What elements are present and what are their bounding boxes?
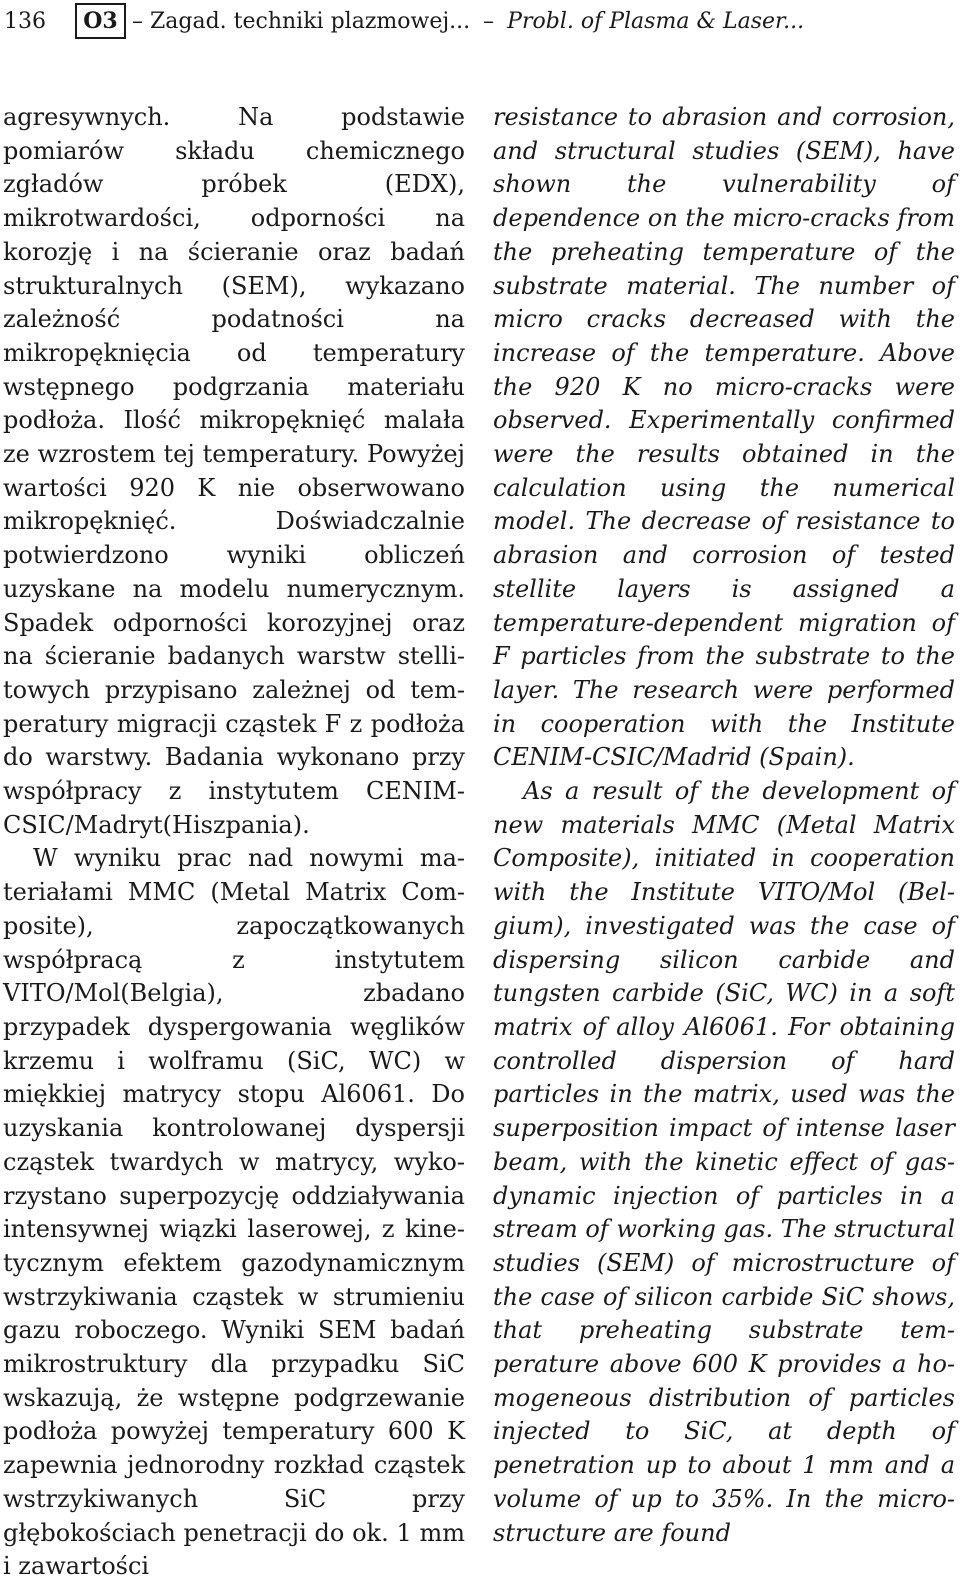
page-number: 136 <box>4 9 46 34</box>
section-label-box <box>75 3 126 39</box>
journal-title <box>132 9 804 34</box>
section-label: O3 <box>83 8 118 34</box>
running-header <box>0 0 960 50</box>
right-column-english <box>493 101 955 1550</box>
journal-title-polish: – Zagad. techniki plazmowej... <box>132 9 471 34</box>
title-separator: – <box>483 9 495 34</box>
right-paragraph-1: resistance to abrasion and corrosion, and structural studies (SEM), have shown the vulnerability of dependence on the micro-cracks from the preheating temperature of the substrate material. The number of micro cracks decreased with the increase of the temperature. Above the 920 K no micro-cracks were observed. Experimentally confirmed were the results obtained in the calculation using the numerical model. The decrease of resistance to abrasion and corrosion of tested stellite layers is assigned a temperature-dependent migration of F particles from the substrate to the layer. The research were performed in cooperation with the Institute CENIM-CSIC/Madrid (Spain). <box>493 103 955 772</box>
left-paragraph-1: agresywnych. Na podstawie pomiarów składu chemicznego zgładów próbek (EDX), mikrotwardości, odporności na korozję i na ścieranie oraz badań strukturalnych (SEM), wykazano zależność podatności na mikropęknięcia od temperatury wstępnego podgrzania materiału podłoża. Ilość mikropęknięć malała ze wzrostem tej temperatury. Powyżej wartości 920 K nie obserwowano mikropęknięć. Doświadczalnie potwierdzono wyniki obliczeń uzyskane na modelu numerycznym. Spadek odporności korozyjnej oraz na ścieranie badanych warstw stellitowych przypisano zależnej od temperatury migracji cząstek F z podłoża do warstwy. Badania wykonano przy współpracy z instytutem CENIM-CSIC/Madryt(Hiszpania). <box>3 103 465 839</box>
journal-title-english: Probl. of Plasma & Laser... <box>507 9 805 34</box>
right-paragraph-2: As a result of the development of new materials MMC (Metal Matrix Composite), initiated in cooperation with the Institute VITO/Mol (Belgium), investigated was the case of dispersing silicon carbide and tungsten carbide (SiC, WC) in a soft matrix of alloy Al6061. For obtaining controlled dispersion of hard particles in the matrix, used was the superposition impact of intense laser beam, with the kinetic effect of gas-dynamic injection of particles in a stream of working gas. The structural studies (SEM) of microstructure of the case of silicon carbide SiC shows, that preheating substrate temperature above 600 K provides a homogeneous distribution of particles injected to SiC, at depth of penetration up to about 1 mm and a volume of up to 35%. In the micro-structure are found <box>493 777 955 1547</box>
left-column-polish <box>3 101 465 1584</box>
left-paragraph-2: W wyniku prac nad nowymi materiałami MMC (Metal Matrix Composite), zapoczątkowanych współpracą z instytutem VITO/Mol(Belgia), zbadano przypadek dyspergowania węglików krzemu i wolframu (SiC, WC) w miękkiej matrycy stopu Al6061. Do uzyskania kontrolowanej dyspersji cząstek twardych w matrycy, wykorzystano superpozycję oddziaływania intensywnej wiązki laserowej, z kinetycznym efektem gazodynamicznym wstrzykiwania cząstek w strumieniu gazu roboczego. Wyniki SEM badań mikrostruktury dla przypadku SiC wskazują, że wstępne podgrzewanie podłoża powyżej temperatury 600 K zapewnia jednorodny rozkład cząstek wstrzykiwanych SiC przy głębokościach penetracji do ok. 1 mm i zawartości <box>3 844 465 1581</box>
